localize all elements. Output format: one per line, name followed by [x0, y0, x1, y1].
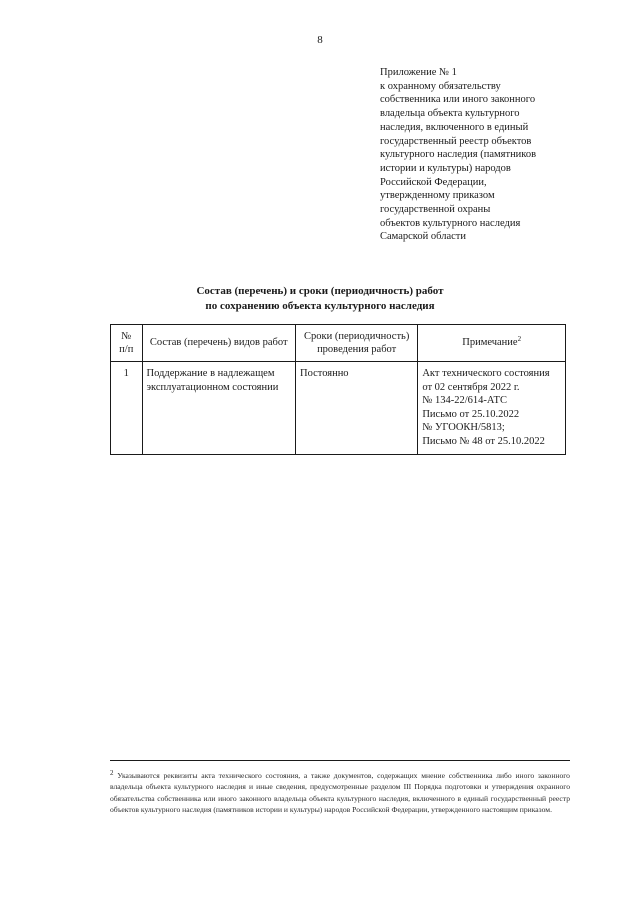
appendix-line: Российской Федерации, [380, 176, 487, 188]
appendix-line: государственной охраны [380, 204, 491, 216]
title-line-2: по сохранению объекта культурного наследия [205, 299, 435, 312]
header-number-abbr: п/п [119, 344, 134, 355]
appendix-line: истории и культуры) народов [380, 162, 511, 174]
row-number-cell [111, 362, 143, 455]
header-terms-cell [295, 325, 417, 362]
header-note-cell [418, 325, 566, 362]
appendix-note [380, 66, 580, 244]
page-number: 8 [317, 34, 323, 46]
row-note-line: Акт технического состояния [422, 368, 550, 379]
table-row [111, 362, 566, 455]
appendix-line: к охранному обязательству [380, 80, 501, 92]
row-terms: Постоянно [299, 368, 349, 379]
appendix-line: утвержденному приказом [380, 190, 495, 202]
appendix-line: Приложение № 1 [380, 67, 457, 78]
header-composition: Состав (перечень) видов работ [149, 337, 288, 349]
header-number-cell [111, 325, 143, 362]
footnote-reference: 2 [517, 335, 522, 344]
appendix-line: Самарской области [380, 231, 466, 243]
table-header-row [111, 325, 566, 362]
row-composition-line: эксплуатационном состоянии [146, 381, 279, 393]
row-terms-cell [295, 362, 417, 455]
header-number-symbol: № [121, 330, 132, 342]
appendix-line: объектов культурного наследия [380, 217, 521, 229]
header-composition-cell [142, 325, 295, 362]
row-note-line: № УГООКН/5813; [422, 422, 505, 433]
row-number: 1 [123, 368, 129, 379]
document-title [0, 284, 640, 313]
row-note-line: Письмо № 48 от 25.10.2022 [422, 435, 545, 447]
works-table [110, 324, 566, 455]
row-note-line: Письмо от 25.10.2022 [422, 408, 520, 420]
appendix-line: наследия, включенного в единый [380, 121, 529, 133]
appendix-line: владельца объекта культурного [380, 108, 520, 120]
header-terms-line-1: Сроки (периодичность) [303, 330, 410, 342]
row-note-cell [418, 362, 566, 455]
row-note-line: от 02 сентября 2022 г. [422, 381, 520, 393]
appendix-line: собственника или иного законного [380, 94, 536, 106]
footnote-text: Указываются реквизиты акта технического состояния, а также документов, содержащих мнение собственника либо иного законного владельца объекта культурного наследия и иные сведения, предусмотренные разделом III Порядка подготовки и утверждения охранного обязательства собственника или иного законного владельца объекта культурного наследия, включенного в единый государственный реестр объектов культурного наследия (памятников истории и культуры) народов Российской Федерации, утвержденного настоящим приказом. [110, 771, 570, 815]
appendix-line: культурного наследия (памятников [380, 149, 537, 161]
row-composition-cell [142, 362, 295, 455]
footnote-mark: 2 [110, 769, 114, 777]
footnote-divider [110, 760, 570, 761]
row-note-line: № 134-22/614-АТС [422, 395, 507, 406]
row-composition-line: Поддержание в надлежащем [146, 368, 275, 379]
appendix-line: государственный реестр объектов [380, 135, 532, 147]
header-terms-line-2: проведения работ [317, 344, 397, 355]
footnote [110, 770, 570, 816]
header-note: Примечание [462, 337, 518, 349]
title-line-1: Состав (перечень) и сроки (периодичность) работ [196, 285, 444, 297]
